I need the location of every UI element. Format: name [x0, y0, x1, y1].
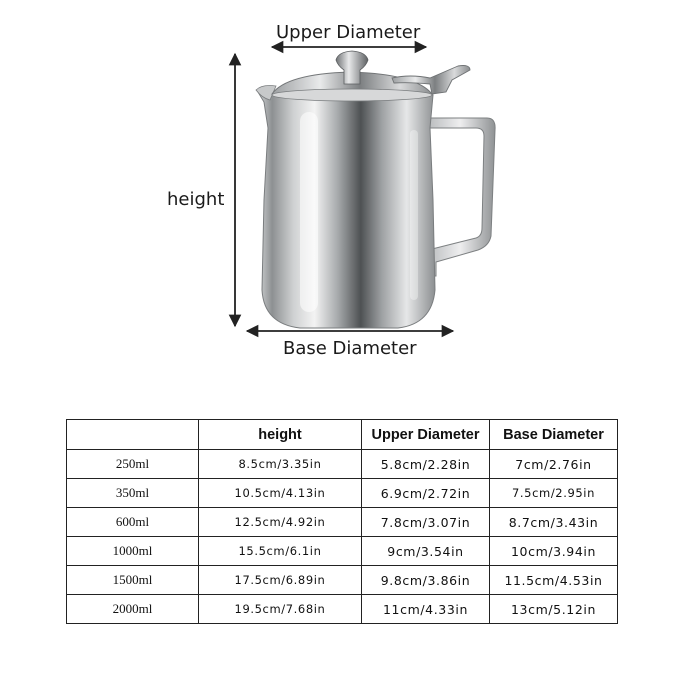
upper-diameter-cell: 6.9cm/2.72in — [362, 479, 490, 508]
capacity-cell: 2000ml — [67, 595, 199, 624]
header-base-diameter: Base Diameter — [490, 420, 618, 450]
header-upper-diameter: Upper Diameter — [362, 420, 490, 450]
capacity-cell: 600ml — [67, 508, 199, 537]
height-cell: 17.5cm/6.89in — [199, 566, 362, 595]
table-row — [67, 595, 618, 624]
capacity-cell: 1000ml — [67, 537, 199, 566]
height-cell: 15.5cm/6.1in — [199, 537, 362, 566]
pitcher-body — [258, 92, 435, 328]
header-height: height — [199, 420, 362, 450]
size-table — [66, 419, 618, 624]
capacity-cell: 1500ml — [67, 566, 199, 595]
base-diameter-cell: 7cm/2.76in — [490, 450, 618, 479]
base-diameter-cell: 10cm/3.94in — [490, 537, 618, 566]
header-capacity — [67, 420, 199, 450]
table-row — [67, 508, 618, 537]
height-cell: 8.5cm/3.35in — [199, 450, 362, 479]
upper-diameter-label: Upper Diameter — [276, 22, 421, 43]
upper-diameter-cell: 7.8cm/3.07in — [362, 508, 490, 537]
base-diameter-label: Base Diameter — [283, 338, 417, 359]
upper-diameter-cell: 9cm/3.54in — [362, 537, 490, 566]
upper-diameter-cell: 5.8cm/2.28in — [362, 450, 490, 479]
table-row — [67, 537, 618, 566]
height-label: height — [167, 189, 225, 210]
height-cell: 19.5cm/7.68in — [199, 595, 362, 624]
capacity-cell: 250ml — [67, 450, 199, 479]
pitcher-handle — [425, 118, 495, 276]
base-diameter-cell: 8.7cm/3.43in — [490, 508, 618, 537]
base-diameter-cell: 11.5cm/4.53in — [490, 566, 618, 595]
upper-diameter-cell: 9.8cm/3.86in — [362, 566, 490, 595]
table-row — [67, 566, 618, 595]
upper-diameter-cell: 11cm/4.33in — [362, 595, 490, 624]
base-diameter-cell: 7.5cm/2.95in — [490, 479, 618, 508]
table-row — [67, 450, 618, 479]
height-cell: 12.5cm/4.92in — [199, 508, 362, 537]
table-row — [67, 479, 618, 508]
base-diameter-cell: 13cm/5.12in — [490, 595, 618, 624]
capacity-cell: 350ml — [67, 479, 199, 508]
height-cell: 10.5cm/4.13in — [199, 479, 362, 508]
table-header-row — [67, 420, 618, 450]
